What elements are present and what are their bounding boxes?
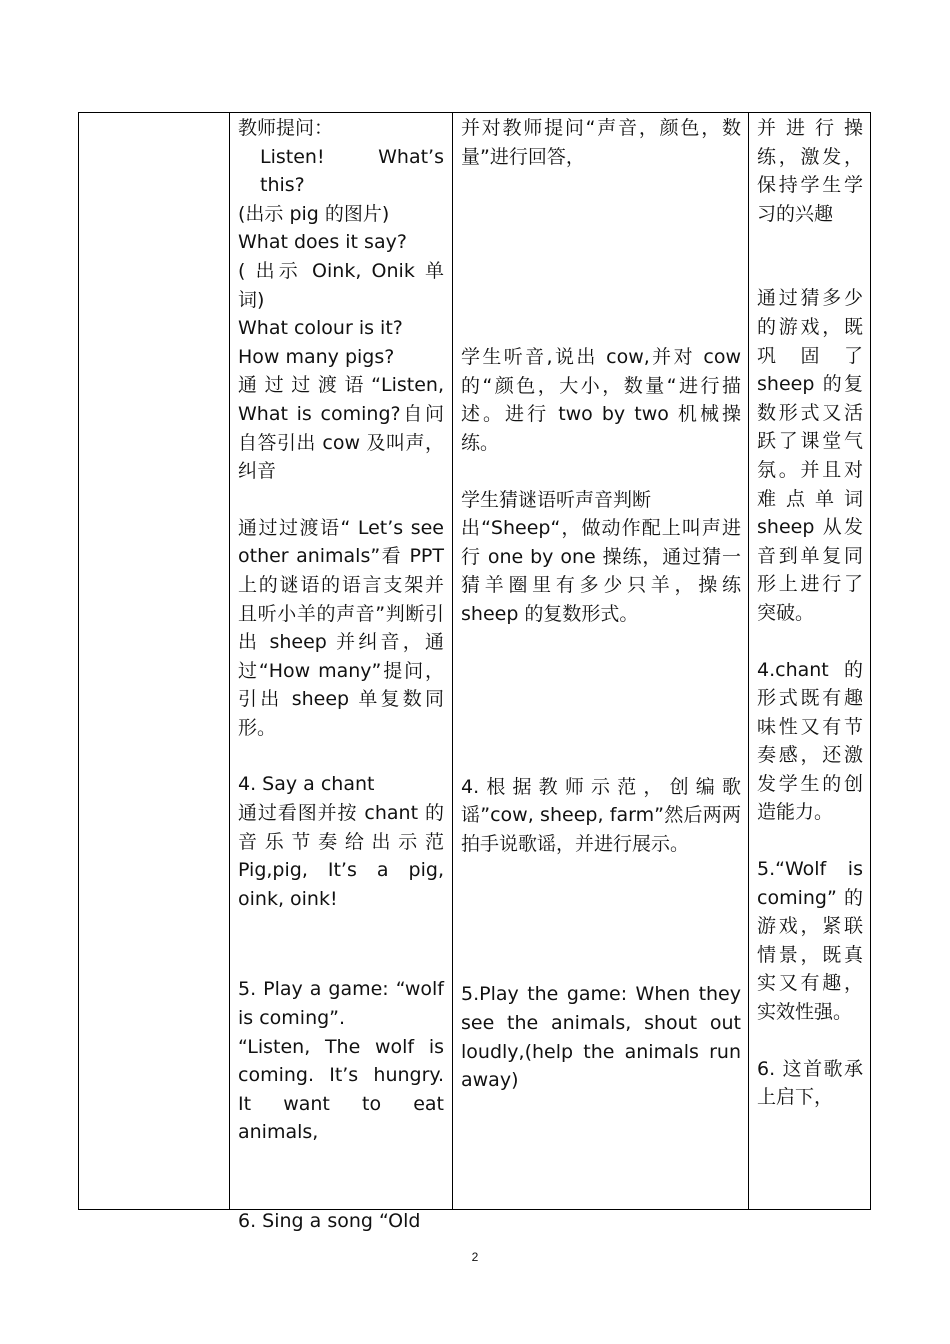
song-heading: 6. Sing a song “Old (238, 1210, 421, 1232)
game-paragraph: “Listen, The wolf is coming. It’s hungry. It want to eat animals, (238, 1035, 444, 1144)
design-intent-column (757, 114, 863, 1209)
student-paragraph-chant: 4.根据教师示范，创编歌谣”cow, sheep, farm”然后两两拍手说歌谣，并进行展示。 (461, 775, 741, 855)
teacher-line: What does it say? (238, 231, 407, 254)
empty-first-column (79, 113, 229, 1209)
lesson-plan-table (78, 112, 871, 1232)
teacher-line: How many pigs? (238, 345, 395, 368)
intent-paragraph-chant: 4.chant 的形式既有趣味性又有节奏感，还激发学生的创造能力。 (757, 658, 863, 824)
student-paragraph-answer: 并对教师提问“声音，颜色，数量”进行回答， (461, 117, 741, 168)
intent-paragraph-song: 6. 这首歌承上启下， (757, 1057, 863, 1109)
intent-paragraph-game: 5.“Wolf is coming” 的游戏，紧联情景，既真实又有趣，实效性强。 (757, 858, 863, 1024)
game-heading: 5. Play a game: “wolf is coming”. (238, 978, 444, 1030)
student-paragraph-game: 5.Play the game: When they see the animals, shout out loudly,(help the animals run away) (461, 983, 741, 1092)
teacher-question-heading: 教师提问： (238, 117, 334, 139)
intent-paragraph-interest: 并进行操练，激发，保持学生学习的兴趣 (757, 117, 863, 225)
column-divider (229, 113, 230, 1209)
student-paragraph-cow: 学生听音,说出 cow,并对 cow 的“颜色，大小，数量“进行描述。进行 two by two 机械操练。 (461, 346, 741, 454)
teacher-activity-column (238, 114, 444, 1232)
column-divider (748, 113, 749, 1209)
student-paragraph-riddle: 学生猜谜语听声音判断 (461, 488, 652, 511)
teacher-line: What colour is it? (238, 317, 403, 340)
teacher-paragraph-cow: 通过过渡语“Listen, What is coming?自问自答引出 cow 及叫声，纠音 (238, 374, 444, 483)
page-number: 2 (471, 1250, 479, 1264)
chant-heading: 4. Say a chant (238, 773, 375, 796)
student-paragraph-sheep: 出“Sheep“，做动作配上叫声进行 one by one 操练，通过猜一猜羊圈里有多少只羊，操练sheep 的复数形式。 (461, 517, 741, 625)
teacher-line: (出示 pig 的图片) (238, 202, 390, 225)
intent-paragraph-sheep: 通过猜多少的游戏，既巩固了 sheep 的复数形式又活跃了课堂气氛。并且对难点单词 sheep 从发音到单复同形上进行了突破。 (757, 287, 863, 624)
teacher-line: ( 出示 Oink, Onik 单词) (238, 259, 444, 311)
chant-paragraph: 通过看图并按 chant 的音乐节奏给出示范 Pig,pig, It’s a pig, oink, oink! (238, 802, 444, 910)
student-activity-column (461, 114, 741, 1209)
column-divider (452, 113, 453, 1209)
teacher-line: Listen! What’s this? (260, 145, 444, 197)
teacher-paragraph-sheep: 通过过渡语“ Let’s see other animals”看 PPT 上的谜语的语言支架并且听小羊的声音”判断引出 sheep 并纠音，通过“How many”提问，引出 sheep 单复数同形。 (238, 516, 444, 739)
